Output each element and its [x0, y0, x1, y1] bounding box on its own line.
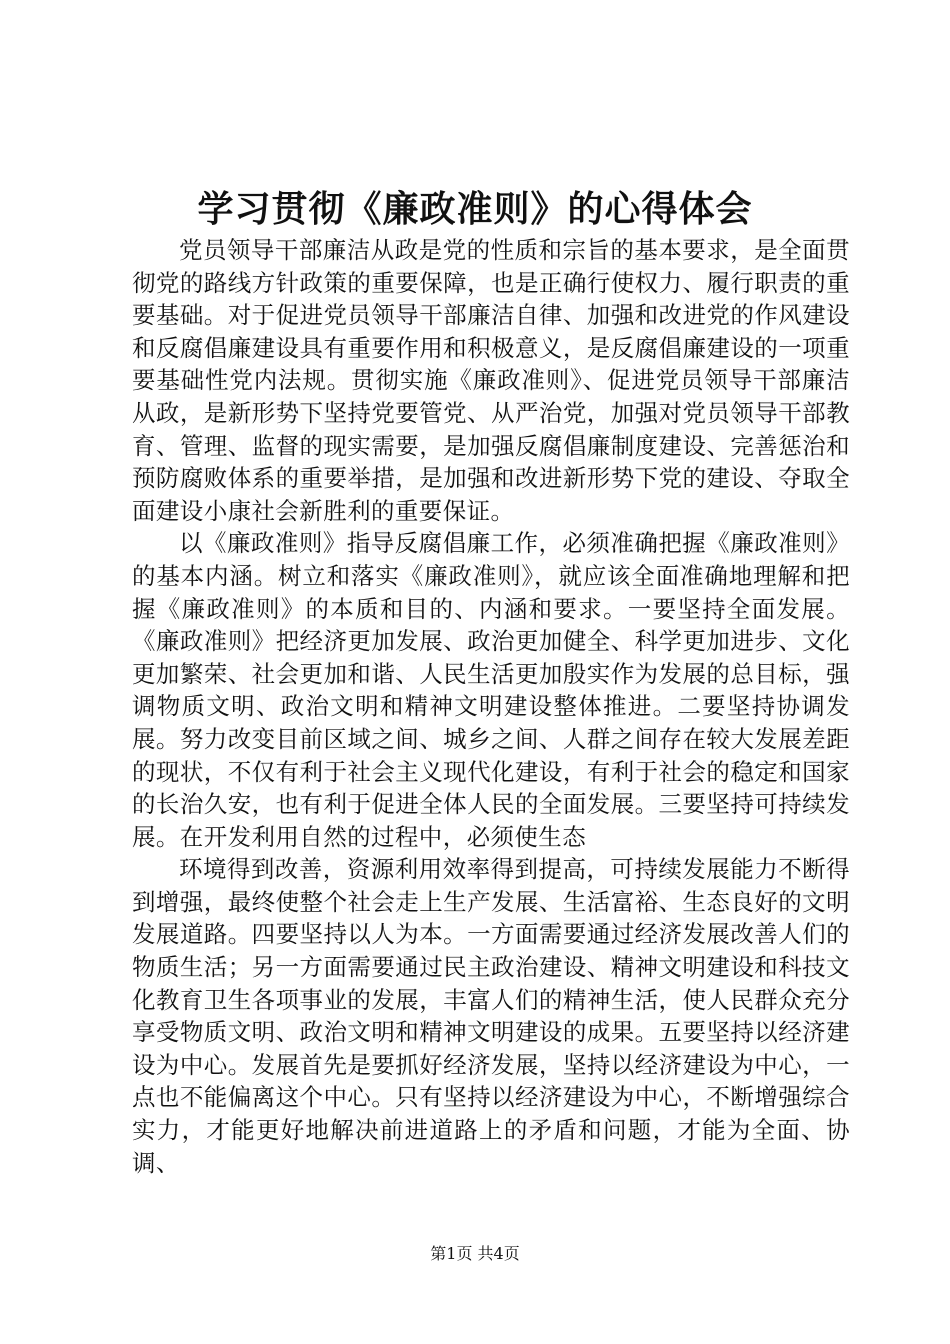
paragraph-1: 党员领导干部廉洁从政是党的性质和宗旨的基本要求，是全面贯彻党的路线方针政策的重要保障，也是正确行使权力、履行职责的重要基础。对于促进党员领导干部廉洁自律、加强和改进党的作风建设和反腐倡廉建设具有重要作用和积极意义，是反腐倡廉建设的一项重要基础性党内法规。贯彻实施《廉政准则》、促进党员领导干部廉洁从政，是新形势下坚持党要管党、从严治党，加强对党员领导干部教育、管理、监督的现实需要，是加强反腐倡廉制度建设、完善惩治和预防腐败体系的重要举措，是加强和改进新形势下党的建设、夺取全面建设小康社会新胜利的重要保证。	[132, 236, 850, 525]
page-footer: 第1页 共4页	[430, 1244, 520, 1263]
document-title: 学习贯彻《廉政准则》的心得体会	[197, 188, 753, 230]
paragraph-2: 以《廉政准则》指导反腐倡廉工作，必须准确把握《廉政准则》的基本内涵。树立和落实《廉政准则》，就应该全面准确地理解和把握《廉政准则》的本质和目的、内涵和要求。一要坚持全面发展。《廉政准则》把经济更加发展、政治更加健全、科学更加进步、文化更加繁荣、社会更加和谐、人民生活更加殷实作为发展的总目标，强调物质文明、政治文明和精神文明建设整体推进。二要坚持协调发展。努力改变目前区域之间、城乡之间、人群之间存在较大发展差距的现状，不仅有利于社会主义现代化建设，有利于社会的稳定和国家的长治久安，也有利于促进全体人民的全面发展。三要坚持可持续发展。在开发利用自然的过程中，必须使生态	[132, 529, 850, 851]
document-body	[132, 234, 850, 1179]
paragraph-3: 环境得到改善，资源利用效率得到提高，可持续发展能力不断得到增强，最终使整个社会走上生产发展、生活富裕、生态良好的文明发展道路。四要坚持以人为本。一方面需要通过经济发展改善人们的物质生活；另一方面需要通过民主政治建设、精神文明建设和科技文化教育卫生各项事业的发展，丰富人们的精神生活，使人民群众充分享受物质文明、政治文明和精神文明建设的成果。五要坚持以经济建设为中心。发展首先是要抓好经济发展，坚持以经济建设为中心，一点也不能偏离这个中心。只有坚持以经济建设为中心，不断增强综合实力，才能更好地解决前进道路上的矛盾和问题，才能为全面、协调、	[132, 855, 850, 1177]
